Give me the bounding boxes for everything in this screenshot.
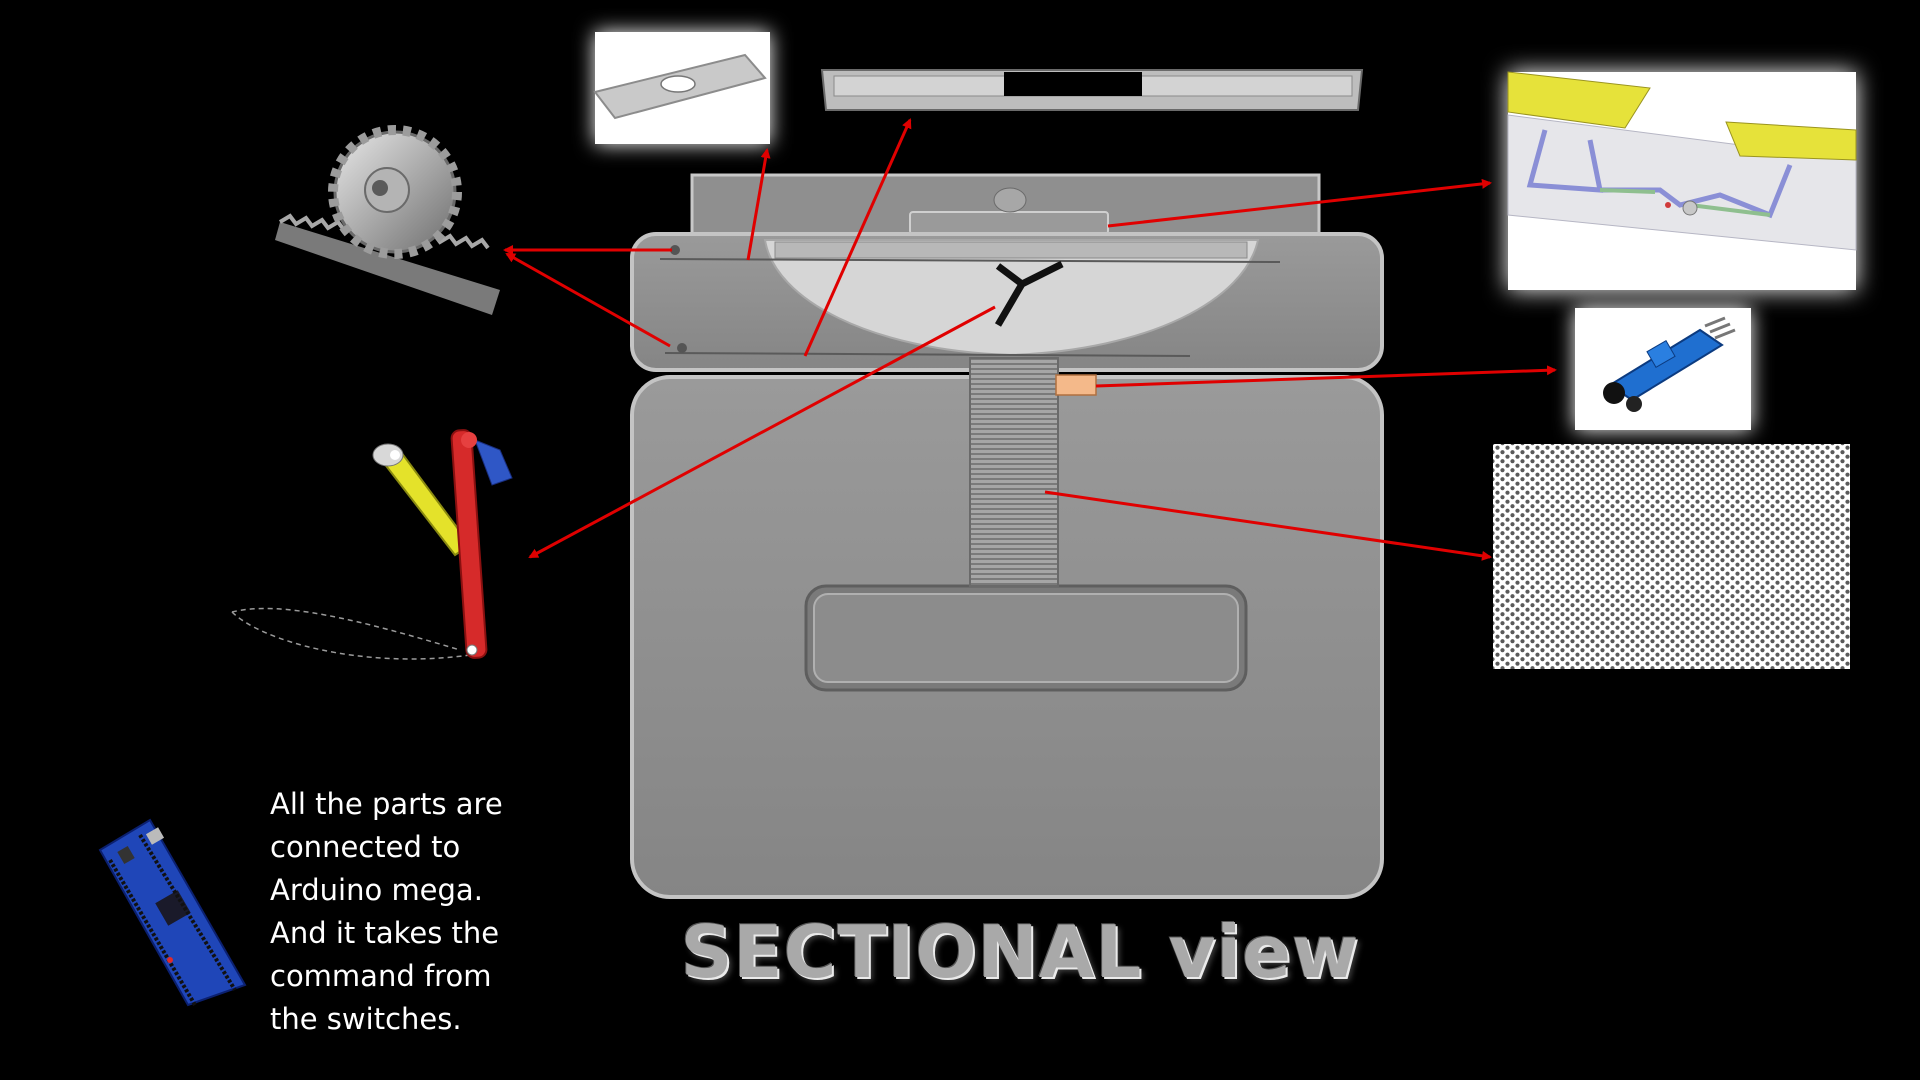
washer-plate-image	[595, 32, 770, 144]
note-line: the switches.	[270, 1002, 462, 1036]
rack-and-pinion	[275, 130, 500, 315]
device-upper-lid	[632, 175, 1382, 370]
slide-title: SECTIONAL view	[680, 910, 1360, 994]
top-cover-bar	[822, 70, 1362, 110]
four-bar-linkage	[232, 430, 512, 659]
note-line: Arduino mega.	[270, 873, 483, 907]
note-line: All the parts are	[270, 787, 503, 821]
sensor-pad	[1056, 375, 1096, 395]
arduino-note	[270, 783, 570, 1041]
note-line: And it takes the	[270, 916, 500, 950]
arduino-mega-board	[100, 820, 245, 1005]
linkage-mechanism-image	[1508, 72, 1856, 290]
ir-sensor-module-image	[1575, 308, 1751, 430]
mesh-grille-image	[1493, 444, 1850, 669]
note-line: connected to	[270, 830, 461, 864]
mesh-strip	[970, 358, 1058, 586]
note-line: command from	[270, 959, 492, 993]
